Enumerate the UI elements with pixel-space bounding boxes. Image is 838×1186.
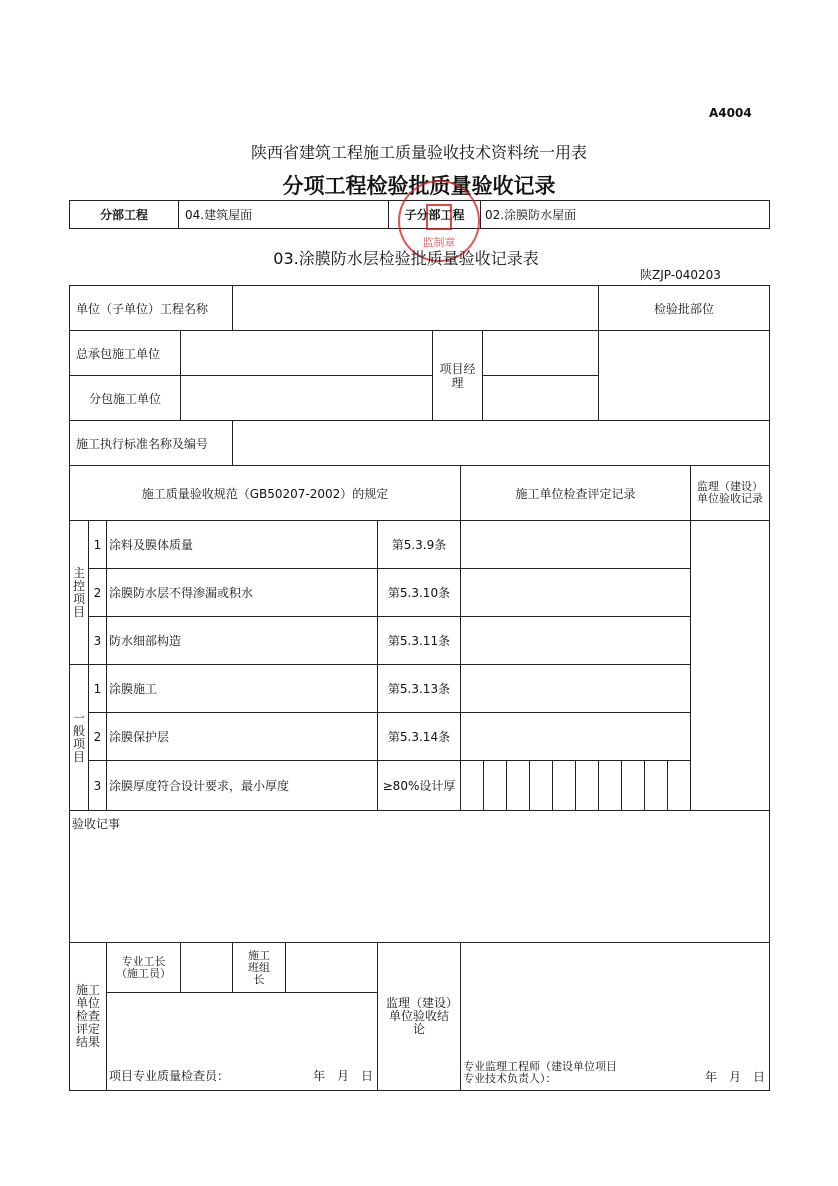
item-number: 2 — [88, 712, 107, 761]
supervision-stamp: 监制章 — [398, 180, 480, 262]
thickness-measure-cell[interactable] — [506, 760, 530, 811]
page-title: 分项工程检验批质量验收记录 — [282, 174, 556, 198]
item-number: 1 — [88, 520, 107, 569]
project-manager-value-2[interactable] — [482, 375, 599, 421]
notes-label: 验收记事 — [72, 817, 121, 831]
doc-number: 陕ZJP-040203 — [640, 268, 721, 282]
item-name: 涂膜保护层 — [106, 712, 378, 761]
inspector-label: 项目专业质量检查员： — [109, 1069, 230, 1083]
thickness-measure-cell[interactable] — [598, 760, 622, 811]
thickness-measure-cell[interactable] — [460, 760, 484, 811]
subtitle: 03.涂膜防水层检验批质量验收记录表 — [273, 249, 539, 268]
item-clause: 第5.3.14条 — [377, 712, 461, 761]
thickness-measure-cell[interactable] — [552, 760, 576, 811]
item-name: 涂膜施工 — [106, 664, 378, 713]
date-label: 年 月 日 — [312, 1069, 373, 1083]
date-label-2: 年 月 日 — [704, 1070, 765, 1084]
item-number: 2 — [88, 568, 107, 617]
item-name: 涂膜防水层不得渗漏或积水 — [106, 568, 378, 617]
item-clause: ≥80%设计厚 — [377, 760, 461, 811]
item-record[interactable] — [460, 712, 691, 761]
item-clause: 第5.3.11条 — [377, 616, 461, 665]
item-record[interactable] — [460, 568, 691, 617]
subdivision-value[interactable]: 02.涂膜防水屋面 — [480, 200, 770, 229]
item-record[interactable] — [460, 664, 691, 713]
foreman-label: 专业工长（施工员） — [106, 942, 181, 993]
contractor-result[interactable] — [106, 992, 378, 1091]
supervision-conclusion-label: 监理（建设）单位验收结论 — [377, 942, 461, 1091]
record-header: 施工单位检查评定记录 — [460, 465, 691, 521]
form-code: A4004 — [709, 106, 752, 120]
item-clause: 第5.3.13条 — [377, 664, 461, 713]
thickness-measure-cell[interactable] — [483, 760, 507, 811]
division-label: 分部工程 — [69, 200, 179, 229]
standard-value[interactable] — [232, 420, 770, 466]
thickness-measure-cell[interactable] — [575, 760, 599, 811]
thickness-measure-cell[interactable] — [621, 760, 645, 811]
supervision-record[interactable] — [690, 520, 770, 811]
thickness-measure-cell[interactable] — [529, 760, 553, 811]
project-manager-label: 项目经理 — [432, 330, 483, 421]
supervision-header: 监理（建设）单位验收记录 — [690, 465, 770, 521]
division-value[interactable]: 04.建筑屋面 — [178, 200, 389, 229]
item-number: 3 — [88, 760, 107, 811]
project-manager-value[interactable] — [482, 330, 599, 376]
contractor-result-label: 施工单位检查评定结果 — [69, 942, 107, 1091]
team-leader-label: 施工班组长 — [232, 942, 286, 993]
subdivision-label: 子分部工程 — [388, 200, 481, 229]
engineer-label: 专业监理工程师（建设单位项目专业技术负责人）： — [463, 1060, 617, 1085]
standard-label: 施工执行标准名称及编号 — [69, 420, 233, 466]
item-name: 防水细部构造 — [106, 616, 378, 665]
unit-project-value[interactable] — [232, 285, 599, 331]
subcontractor-label: 分包施工单位 — [69, 375, 181, 421]
item-name: 涂料及膜体质量 — [106, 520, 378, 569]
group-general: 一般项目 — [69, 664, 89, 811]
item-clause: 第5.3.9条 — [377, 520, 461, 569]
item-number: 1 — [88, 664, 107, 713]
item-clause: 第5.3.10条 — [377, 568, 461, 617]
item-record[interactable] — [460, 520, 691, 569]
spec-header: 施工质量验收规范（GB50207-2002）的规定 — [69, 465, 461, 521]
item-number: 3 — [88, 616, 107, 665]
batch-location-label: 检验批部位 — [598, 285, 770, 331]
team-leader-value[interactable] — [285, 942, 378, 993]
batch-location-value[interactable] — [598, 330, 770, 421]
group-main: 主控项目 — [69, 520, 89, 665]
supervision-conclusion[interactable] — [460, 942, 770, 1091]
item-record[interactable] — [460, 616, 691, 665]
foreman-value[interactable] — [180, 942, 233, 993]
general-contractor-value[interactable] — [180, 330, 433, 376]
subcontractor-value[interactable] — [180, 375, 433, 421]
header-line: 陕西省建筑工程施工质量验收技术资料统一用表 — [250, 143, 587, 162]
general-contractor-label: 总承包施工单位 — [69, 330, 181, 376]
thickness-measure-cell[interactable] — [644, 760, 668, 811]
notes-section[interactable] — [69, 810, 770, 943]
unit-project-label: 单位（子单位）工程名称 — [69, 285, 233, 331]
thickness-measure-cell[interactable] — [667, 760, 691, 811]
item-name: 涂膜厚度符合设计要求，最小厚度 — [106, 760, 378, 811]
